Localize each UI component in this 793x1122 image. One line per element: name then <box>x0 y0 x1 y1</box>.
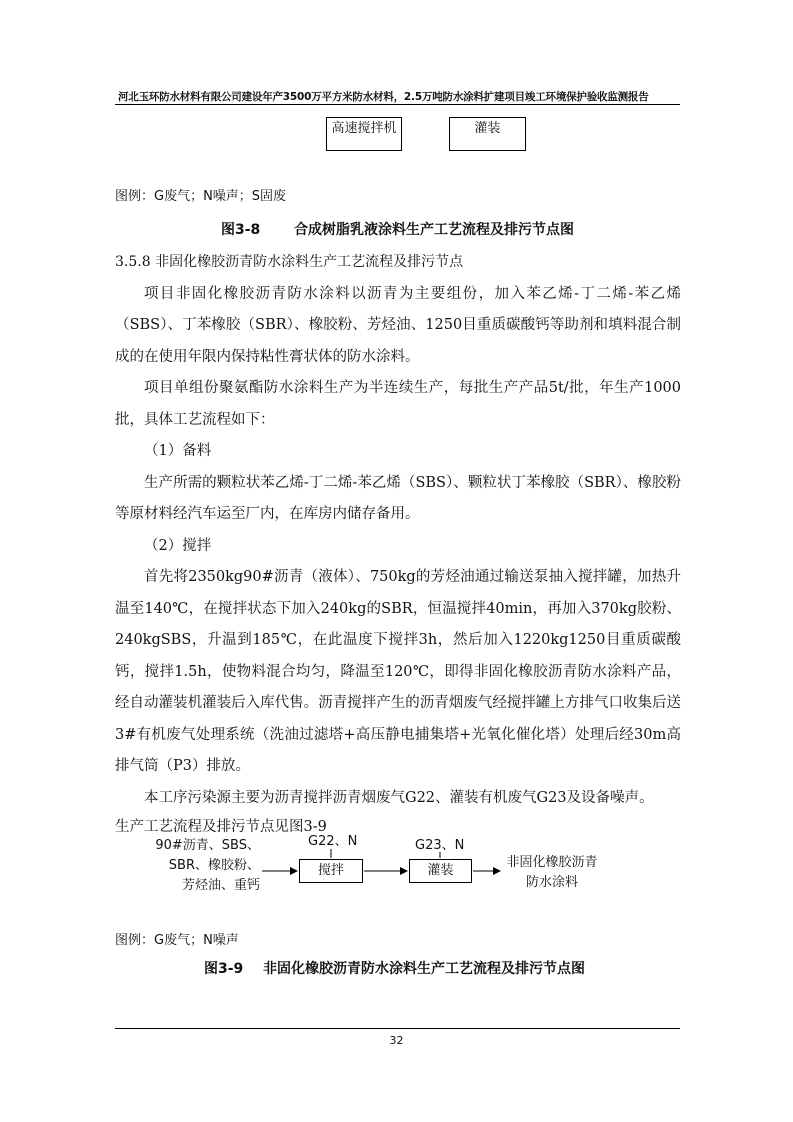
flow-box-high-speed-mixer: 高速搅拌机 <box>326 117 402 151</box>
paragraph: 项目单组份聚氨酯防水涂料生产为半连续生产，每批生产产品5t/批，年生产1000批，具体工艺流程如下： <box>115 380 681 428</box>
flow-box-mixing: 搅拌 <box>299 859 363 883</box>
emission-label-mixing: G22、N <box>308 834 358 849</box>
section-heading: 3.5.8 非固化橡胶沥青防水涂料生产工艺流程及排污节点 <box>115 254 464 270</box>
flow-output-line: 防水涂料 <box>525 875 578 890</box>
legend-3-8: 图例：G废气；N噪声；S固废 <box>115 189 287 204</box>
report-header-title: 河北玉环防水材料有限公司建设年产3500万平方米防水材料，2.5万吨防水涂料扩建项目竣工环境保护验收监测报告 <box>118 91 649 103</box>
footer-divider <box>115 1028 680 1029</box>
paragraph: 首先将2350kg90#沥青（液体）、750kg的芳烃油通过输送泵抽入搅拌罐，加热升温至140℃，在搅拌状态下加入240kg的SBR，恒温搅拌40min，再加入370kg胶粉、240kgSBS，升温到185℃，在此温度下搅拌3h，然后加入1220kg1250目重质碳酸钙，搅拌1.5h，使物料混合均匀，降温至120℃，即得非固化橡胶沥青防水涂料产品，经自动灌装机灌装后入库代售。沥青搅拌产生的沥青烟废气经搅拌罐上方排气口收集后送3#有机废气处理系统（洗油过滤塔+高压静电捕集塔+光氧化催化塔）处理后经30m高排气筒（P3）排放。 <box>115 569 681 774</box>
flow-output-line: 非固化橡胶沥青 <box>506 855 598 870</box>
figure-number: 图3-9 <box>204 961 244 977</box>
subheading-mixing: （2）搅拌 <box>144 537 212 554</box>
paragraph-figure-ref: 生产工艺流程及排污节点见图3-9 <box>115 819 327 835</box>
figure-caption-3-9 <box>204 958 585 978</box>
page-number: 32 <box>389 1034 404 1047</box>
paragraph: 生产所需的颗粒状苯乙烯-丁二烯-苯乙烯（SBS）、颗粒状丁苯橡胶（SBR）、橡胶粉等原材料经汽车运至厂内，在库房内储存备用。 <box>115 474 681 522</box>
figure-title: 合成树脂乳液涂料生产工艺流程及排污节点图 <box>294 222 575 238</box>
flow-input-line: SBR、橡胶粉、 <box>168 858 260 873</box>
legend-3-9: 图例：G废气；N噪声 <box>115 933 239 948</box>
subheading-preparation: （1）备料 <box>144 443 212 459</box>
paragraph: 本工序污染源主要为沥青搅拌沥青烟废气G22、灌装有机废气G23及设备噪声。 <box>144 789 654 806</box>
figure-number: 图3-8 <box>221 222 261 238</box>
flow-box-filling-2: 灌装 <box>409 859 472 883</box>
figure-title: 非固化橡胶沥青防水涂料生产工艺流程及排污节点图 <box>263 961 586 977</box>
flow-box-filling: 灌装 <box>449 117 526 151</box>
flow-input-line: 芳烃油、重钙 <box>181 878 260 893</box>
emission-label-filling: G23、N <box>415 838 465 853</box>
paragraph: 项目非固化橡胶沥青防水涂料以沥青为主要组份，加入苯乙烯-丁二烯-苯乙烯（SBS）、丁苯橡胶（SBR）、橡胶粉、芳烃油、1250目重质碳酸钙等助剂和填料混合制成的在使用年限内保持粘性膏状体的防水涂料。 <box>115 285 681 365</box>
flow-input-line: 90#沥青、SBS、 <box>155 838 260 853</box>
